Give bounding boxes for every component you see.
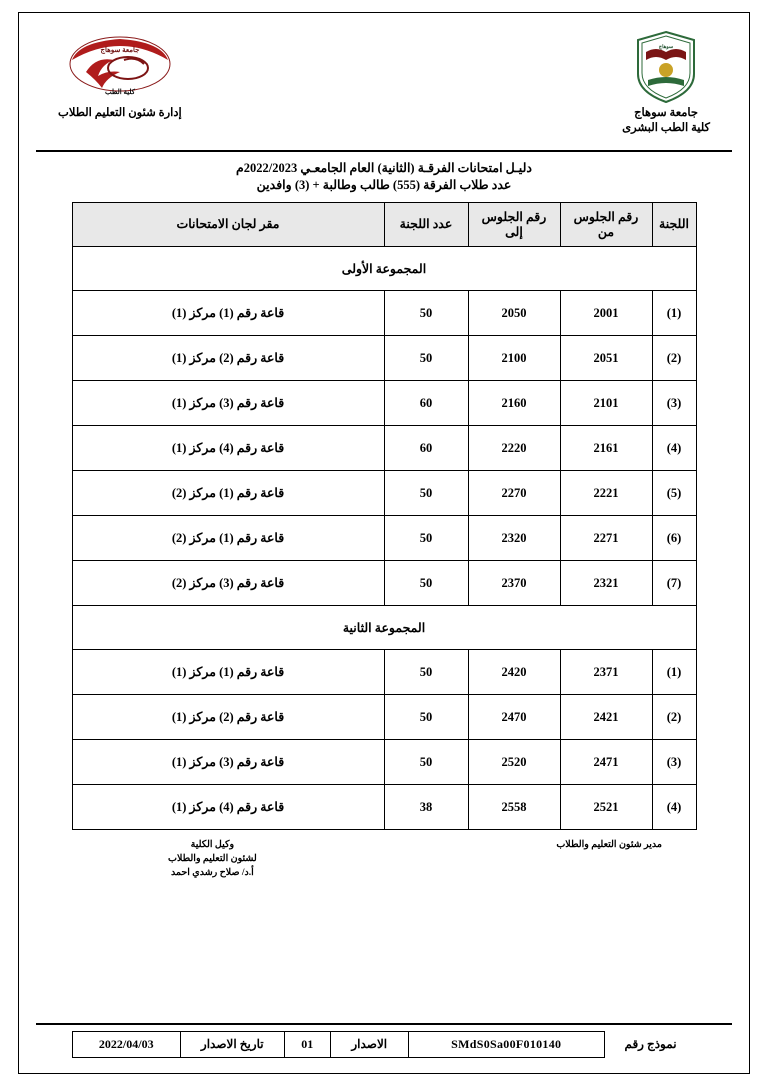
cell-seat-to: 2270 (468, 471, 560, 516)
cell-count: 50 (384, 740, 468, 785)
cell-seat-from: 2321 (560, 561, 652, 606)
document-content (36, 30, 732, 924)
footer-row (72, 1032, 696, 1058)
table-row (72, 785, 696, 830)
cell-seat-to: 2050 (468, 291, 560, 336)
cell-location: قاعة رقم (1) مركز (2) (72, 516, 384, 561)
cell-committee: (4) (652, 785, 696, 830)
cell-count: 50 (384, 336, 468, 381)
cell-count: 50 (384, 695, 468, 740)
col-seat-to (468, 203, 560, 247)
col-seat-from (560, 203, 652, 247)
col-exam-location: مقر لجان الامتحانات (72, 203, 384, 247)
cell-count: 50 (384, 516, 468, 561)
cell-committee: (7) (652, 561, 696, 606)
faculty-name: كلية الطب البشرى (622, 122, 710, 134)
table-row (72, 650, 696, 695)
footer-date-label: تاريخ الاصدار (180, 1032, 284, 1058)
cell-location: قاعة رقم (3) مركز (2) (72, 561, 384, 606)
cell-seat-from: 2521 (560, 785, 652, 830)
students-affairs-label: إدارة شئون التعليم الطلاب (58, 107, 182, 119)
signature-area (72, 838, 696, 924)
cell-count: 50 (384, 471, 468, 516)
footer-form-label: نموذج رقم (624, 1037, 677, 1051)
table-row (72, 291, 696, 336)
table-header-row (72, 203, 696, 247)
cell-seat-from: 2421 (560, 695, 652, 740)
cell-location: قاعة رقم (2) مركز (1) (72, 336, 384, 381)
col-committee-count: عدد اللجنة (384, 203, 468, 247)
footer-divider (36, 1023, 732, 1025)
footer-table (72, 1031, 697, 1058)
cell-seat-from: 2371 (560, 650, 652, 695)
cell-count: 60 (384, 381, 468, 426)
sohag-university-crest-icon (634, 30, 698, 104)
cell-seat-from: 2221 (560, 471, 652, 516)
table-row (72, 381, 696, 426)
cell-seat-from: 2101 (560, 381, 652, 426)
col-seat-from-line2: من (597, 224, 615, 239)
group-label: المجموعة الأولى (72, 247, 696, 291)
cell-location: قاعة رقم (1) مركز (1) (72, 291, 384, 336)
table-row (72, 740, 696, 785)
cell-location: قاعة رقم (1) مركز (1) (72, 650, 384, 695)
svg-text:سوهاج: سوهاج (658, 45, 674, 50)
sohag-university-students-affairs-logo-icon (66, 30, 174, 102)
cell-seat-to: 2160 (468, 381, 560, 426)
cell-committee: (3) (652, 381, 696, 426)
header-divider (36, 150, 732, 152)
cell-committee: (4) (652, 426, 696, 471)
exam-committees-table (72, 202, 697, 830)
cell-count: 38 (384, 785, 468, 830)
group-label: المجموعة الثانية (72, 606, 696, 650)
university-name: جامعة سوهاج (634, 107, 699, 119)
cell-location: قاعة رقم (1) مركز (2) (72, 471, 384, 516)
cell-count: 50 (384, 291, 468, 336)
group-row (72, 247, 696, 291)
page-title (36, 160, 732, 194)
cell-committee: (3) (652, 740, 696, 785)
cell-location: قاعة رقم (2) مركز (1) (72, 695, 384, 740)
table-row (72, 471, 696, 516)
cell-committee: (1) (652, 650, 696, 695)
cell-seat-from: 2001 (560, 291, 652, 336)
header-left-block (622, 30, 710, 136)
table-row (72, 336, 696, 381)
signature-director-label: مدير شئون التعليم والطلاب (556, 840, 662, 850)
col-committee: اللجنة (652, 203, 696, 247)
cell-seat-to: 2100 (468, 336, 560, 381)
col-seat-to-line2: إلى (505, 224, 523, 239)
title-line-2: عدد طلاب الفرقة (555) طالب وطالبة + (3) وافدين (256, 178, 512, 192)
title-line-1: دليـل امتحانات الفرقـة (الثانية) العام الجامعـي 2022/2023م (236, 161, 532, 175)
svg-text:جامعة سوهاج: جامعة سوهاج (100, 46, 140, 54)
signature-director (556, 838, 662, 852)
table-row (72, 561, 696, 606)
signature-vice-dean-line1: وكيل الكلية (190, 840, 235, 850)
table-row (72, 426, 696, 471)
cell-seat-from: 2471 (560, 740, 652, 785)
table-header (72, 203, 696, 247)
col-seat-from-line1: رقم الجلوس (573, 209, 639, 224)
table-row (72, 695, 696, 740)
cell-location: قاعة رقم (3) مركز (1) (72, 740, 384, 785)
footer-form-code: SMdS0Sa00F010140 (408, 1032, 604, 1058)
signature-vice-dean-name: أ.د/ صلاح رشدي احمد (170, 868, 254, 878)
cell-location: قاعة رقم (4) مركز (1) (72, 785, 384, 830)
cell-seat-from: 2271 (560, 516, 652, 561)
cell-committee: (6) (652, 516, 696, 561)
cell-seat-to: 2420 (468, 650, 560, 695)
cell-seat-to: 2320 (468, 516, 560, 561)
col-seat-to-line1: رقم الجلوس (481, 209, 547, 224)
cell-seat-to: 2370 (468, 561, 560, 606)
document-header (36, 30, 732, 148)
table-row (72, 516, 696, 561)
signature-vice-dean-line2: لشئون التعليم والطلاب (168, 854, 257, 864)
cell-seat-to: 2558 (468, 785, 560, 830)
document-footer (36, 1023, 732, 1058)
footer-date-value: 2022/04/03 (72, 1032, 180, 1058)
table-body (72, 247, 696, 830)
cell-seat-to: 2520 (468, 740, 560, 785)
cell-location: قاعة رقم (4) مركز (1) (72, 426, 384, 471)
cell-count: 50 (384, 561, 468, 606)
group-row (72, 606, 696, 650)
footer-issue-number: 01 (284, 1032, 330, 1058)
cell-location: قاعة رقم (3) مركز (1) (72, 381, 384, 426)
cell-committee: (1) (652, 291, 696, 336)
svg-text:كلية الطب: كلية الطب (104, 88, 135, 96)
cell-count: 60 (384, 426, 468, 471)
cell-seat-to: 2470 (468, 695, 560, 740)
cell-seat-from: 2161 (560, 426, 652, 471)
cell-committee: (2) (652, 336, 696, 381)
cell-committee: (2) (652, 695, 696, 740)
cell-seat-from: 2051 (560, 336, 652, 381)
header-right-block (58, 30, 182, 121)
footer-issue-label: الاصدار (330, 1032, 408, 1058)
cell-count: 50 (384, 650, 468, 695)
signature-vice-dean (168, 838, 257, 880)
cell-committee: (5) (652, 471, 696, 516)
cell-seat-to: 2220 (468, 426, 560, 471)
